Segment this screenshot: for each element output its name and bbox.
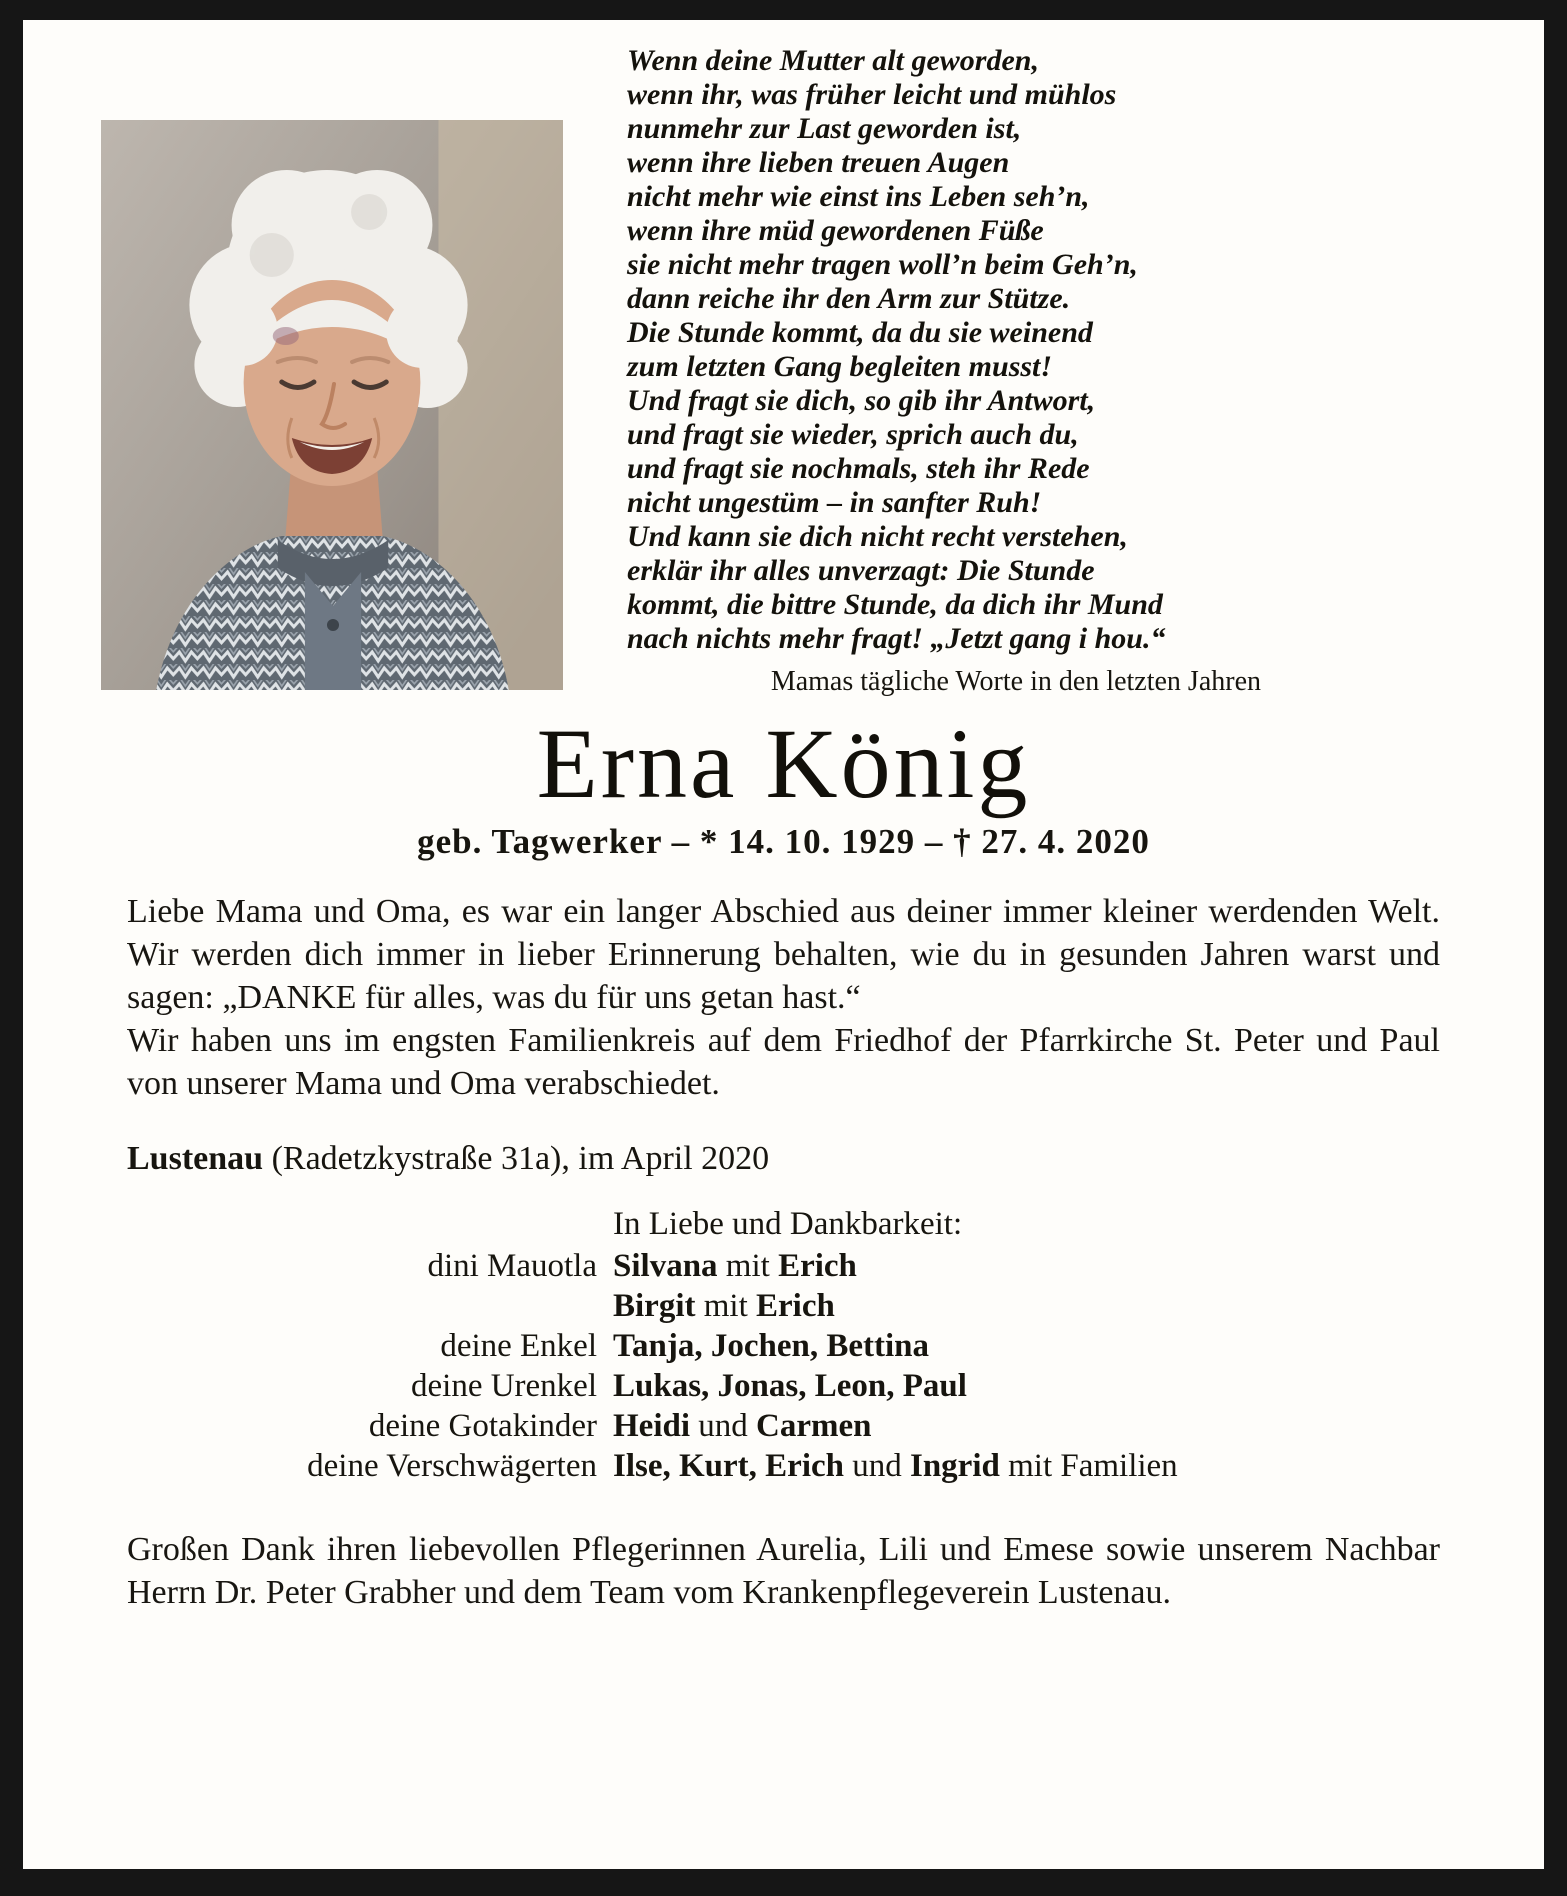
family-names-connector: und bbox=[843, 1448, 910, 1484]
family-names bbox=[613, 1326, 1440, 1366]
poem-line: nicht mehr wie einst ins Leben seh’n, bbox=[627, 180, 1090, 213]
family-names-connector: und bbox=[690, 1408, 757, 1444]
poem-line: nunmehr zur Last geworden ist, bbox=[627, 112, 1022, 145]
thanks-paragraph: Großen Dank ihren liebevollen Pflegerinnen Aurelia, Lili und Emese sowie unserem Nachbar Herrn Dr. Peter Grabher und dem Team vom Krankenpflegeverein Lustenau. bbox=[127, 1531, 1440, 1611]
family-names-connector: mit Familien bbox=[999, 1448, 1178, 1484]
poem-line: wenn ihr, was früher leicht und mühlos bbox=[627, 78, 1117, 111]
family-member-name: Carmen bbox=[756, 1408, 872, 1444]
poem-line: sie nicht mehr tragen woll’n beim Geh’n, bbox=[627, 248, 1138, 281]
family-relation-label: deine Verschwägerten bbox=[307, 1448, 597, 1484]
family-relation-label bbox=[127, 1286, 597, 1326]
family-member-name: Tanja, Jochen, Bettina bbox=[613, 1328, 929, 1364]
family-names bbox=[613, 1406, 1440, 1446]
family-relation-label: deine Gotakinder bbox=[368, 1408, 597, 1444]
poem-line: Und kann sie dich nicht recht verstehen, bbox=[627, 520, 1128, 553]
poem-line: kommt, die bittre Stunde, da dich ihr Mund bbox=[627, 588, 1163, 621]
family-names-connector: mit bbox=[695, 1288, 756, 1324]
family-member-name: Silvana bbox=[613, 1248, 718, 1284]
family-names bbox=[613, 1366, 1440, 1406]
funeral-paragraph: Wir haben uns im engsten Familienkreis auf dem Friedhof der Pfarrkirche St. Peter und Paul von unserer Mama und Oma verabschiedet. bbox=[127, 1022, 1440, 1102]
family-names bbox=[613, 1446, 1440, 1486]
portrait-photo bbox=[101, 120, 563, 690]
poem-line: und fragt sie wieder, sprich auch du, bbox=[627, 418, 1079, 451]
poem-line: Die Stunde kommt, da du sie weinend bbox=[627, 316, 1093, 349]
poem-line: erklär ihr alles unverzagt: Die Stunde bbox=[627, 554, 1095, 587]
gratitude-heading: In Liebe und Dankbarkeit: bbox=[613, 1206, 963, 1242]
deceased-name: Erna König bbox=[536, 708, 1031, 819]
place-name: Lustenau bbox=[127, 1140, 264, 1177]
family-member-name: Heidi bbox=[613, 1408, 691, 1444]
family-names-connector: mit bbox=[717, 1248, 779, 1284]
obituary-sheet bbox=[23, 20, 1544, 1869]
poem-line: Und fragt sie dich, so gib ihr Antwort, bbox=[627, 384, 1096, 417]
family-member-name: Ilse, Kurt, Erich bbox=[613, 1448, 844, 1484]
poem-line: und fragt sie nochmals, steh ihr Rede bbox=[627, 452, 1090, 485]
family-relation-label: dini Mauotla bbox=[427, 1248, 597, 1284]
family-relation-label: deine Urenkel bbox=[411, 1368, 597, 1404]
top-section bbox=[23, 44, 1544, 698]
portrait-illustration bbox=[101, 120, 563, 690]
poem-line: wenn ihre müd gewordenen Füße bbox=[627, 214, 1044, 247]
family-member-name: Ingrid bbox=[909, 1448, 1000, 1484]
family-names bbox=[613, 1286, 1440, 1326]
poem-attribution: Mamas tägliche Worte in den letzten Jahren bbox=[770, 666, 1261, 697]
family-member-name: Birgit bbox=[613, 1288, 696, 1324]
memorial-poem bbox=[627, 44, 1287, 698]
family-member-name: Erich bbox=[756, 1288, 835, 1324]
family-names bbox=[613, 1246, 1440, 1286]
family-member-name: Erich bbox=[778, 1248, 857, 1284]
poem-text bbox=[627, 44, 1287, 656]
poem-line: nicht ungestüm – in sanfter Ruh! bbox=[627, 486, 1042, 519]
birth-death-dates: geb. Tagwerker – * 14. 10. 1929 – † 27. 4. 2020 bbox=[417, 822, 1150, 861]
place-details: (Radetzkystraße 31a), im April 2020 bbox=[263, 1140, 770, 1177]
poem-line: dann reiche ihr den Arm zur Stütze. bbox=[627, 282, 1071, 315]
poem-line: nach nichts mehr fragt! „Jetzt gang i hou.“ bbox=[627, 622, 1166, 655]
farewell-paragraph: Liebe Mama und Oma, es war ein langer Abschied aus deiner immer kleiner werdenden Welt. Wir werden dich immer in lieber Erinnerung behalten, wie du in gesunden Jahren warst und sagen: „DANKE für alles, was du für uns getan hast.“ bbox=[127, 893, 1440, 1016]
poem-line: wenn ihre lieben treuen Augen bbox=[627, 146, 1010, 179]
place-date-line bbox=[23, 1137, 1544, 1180]
poem-line: Wenn deine Mutter alt geworden, bbox=[627, 44, 1039, 77]
family-list bbox=[23, 1204, 1544, 1486]
family-relation-label: deine Enkel bbox=[440, 1328, 597, 1364]
poem-line: zum letzten Gang begleiten musst! bbox=[627, 350, 1053, 383]
family-member-name: Lukas, Jonas, Leon, Paul bbox=[613, 1368, 967, 1404]
